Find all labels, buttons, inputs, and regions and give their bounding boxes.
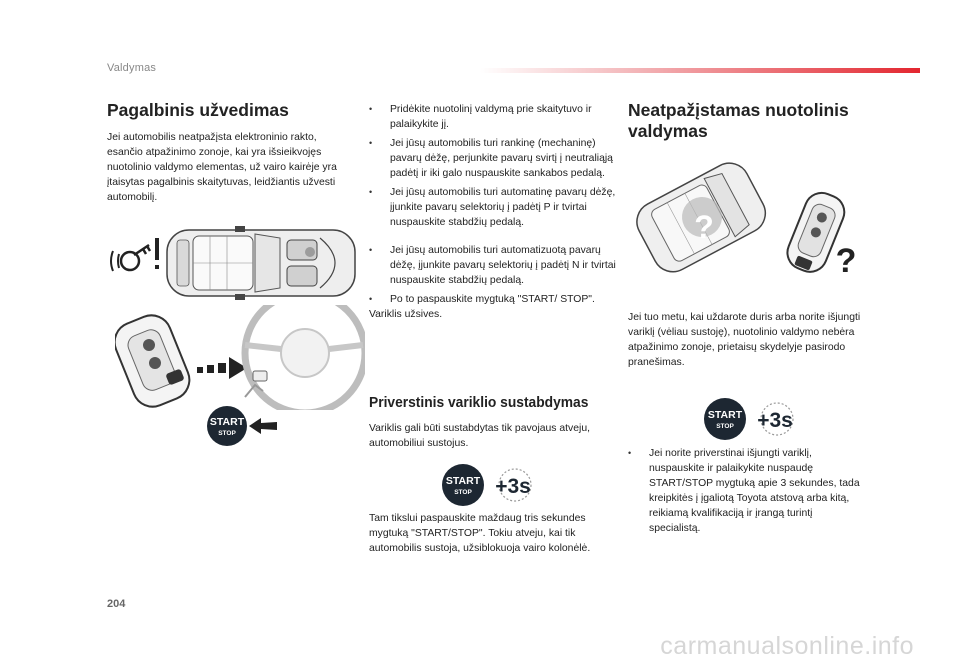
car-top-view (167, 226, 355, 300)
stop-label: STOP (454, 489, 472, 496)
bullet-marker-icon: • (628, 448, 632, 458)
start-label: START (445, 475, 481, 487)
auxiliary-start-paragraph: Jei automobilis neatpažįsta elektroninio rakto, esančio atpažinimo zonoje, kai yra išsieikvojęs nuotolinio valdymo elementas, už vairo kairėje yra įtaisytas pagalbinis skaitytuvas, leidžiantis užvesti automobilį. (107, 132, 337, 203)
forced-stop-paragraph-2-wrap (369, 511, 619, 556)
column-3-bullet (628, 446, 863, 536)
bullet-marker-icon: • (369, 245, 373, 255)
key-fob-icon (115, 309, 195, 410)
start-stop-3s-illustration-2 (702, 396, 802, 442)
bullet-item-2: • Jei jūsų automobilis turi rankinę (mechaninę) pavarų dėžę, perjunkite pavarų svirtį į neutraliąją padėtį ir iki galo nuspauskite sankabos pedalą. (369, 138, 613, 179)
section-label: Valdymas (107, 62, 157, 74)
watermark: carmanualsonline.info (660, 632, 914, 660)
question-mark-icon: ? (835, 242, 857, 280)
column-3 (628, 100, 868, 142)
start-stop-button (207, 406, 247, 446)
forced-stop-paragraph-2: Tam tikslui paspauskite maždaug tris sekundes mygtuką "START/STOP". Tokiu atveju, kai tik automobilis sustoja, užsiblokuoja vairo kolonėlė. (369, 513, 591, 554)
start-stop-button (442, 464, 484, 506)
unrecognized-remote-illustration (634, 152, 864, 292)
bullet-marker-icon: • (369, 187, 373, 197)
stop-label: STOP (218, 430, 236, 437)
stop-label: STOP (716, 423, 734, 430)
key-warning-icon (111, 238, 159, 271)
start-label: START (209, 416, 245, 428)
arrow-left-icon (249, 418, 277, 434)
bullet-item-1: • Pridėkite nuotolinį valdymą prie skaitytuvo ir palaikykite jį. (369, 104, 592, 130)
column-1 (107, 100, 347, 205)
start-stop-reader-illustration (205, 404, 285, 448)
header-accent-bar (480, 68, 920, 73)
unrecognized-remote-text (628, 310, 863, 370)
bullet-marker-icon: • (369, 104, 373, 114)
steering-wheel-icon (245, 305, 365, 410)
plus-3s-icon (495, 469, 531, 501)
bullet-marker-icon: • (369, 138, 373, 148)
start-stop-3s-illustration (440, 462, 540, 508)
subtitle-forced-stop: Priverstinis variklio sustabdymas (369, 394, 589, 411)
key-fob-reader-illustration (115, 305, 365, 410)
forced-stop-paragraph-1: Variklis gali būti sustabdytas tik pavojaus atveju, automobiliui sustojus. (369, 423, 591, 449)
bullet-item-3: • Jei jūsų automobilis turi automatinę pavarų dėžę, įjunkite pavarų selektorių į padėtį P ir tvirtai nuspauskite stabdžių pedalą. (369, 187, 616, 228)
column-2 (369, 102, 619, 322)
start-stop-button (704, 398, 746, 440)
bullet-item-4: • Jei jūsų automobilis turi automatizuotą pavarų dėžę, įjunkite pavarų selektorių į padėtį N ir tvirtai nuspauskite stabdžių pedalą. (369, 245, 616, 286)
plus-3s-icon (757, 403, 793, 435)
question-mark-icon: ? (694, 209, 714, 245)
arrow-to-reader-icon (197, 357, 247, 379)
plus-3s-label: +3s (757, 409, 793, 432)
start-label: START (707, 409, 743, 421)
title-unrecognized-remote: Neatpažįstamas nuotolinis valdymas (628, 100, 849, 141)
engine-starts-text: Variklis užsives. (369, 309, 443, 320)
plus-3s-label: +3s (495, 475, 531, 498)
page-number: 204 (107, 598, 126, 610)
bullet-item-forced-off: • Jei norite priverstinai išjungti variklį, nuspauskite ir palaikykite nuspaudę START/STOP mygtuką apie 3 sekundes, tada kreipkitės į įgaliotą Toyota atstovą arba kitą, reikiamą kvalifikaciją ir įrangą turintį specialistą. (628, 448, 860, 534)
bullet-item-5: • Po to paspauskite mygtuką "START/ STOP". (369, 294, 595, 305)
bullet-marker-icon: • (369, 294, 373, 304)
forced-stop-section (369, 394, 619, 451)
title-auxiliary-start: Pagalbinis užvedimas (107, 100, 289, 120)
unrecognized-remote-paragraph: Jei tuo metu, kai uždarote duris arba norite išjungti variklį (vėliau sustoję), nuotolinio valdymo nebėra atpažinimo zonoje, prietaisų skydelyje pasirodo pranešimas. (628, 312, 861, 368)
car-reader-illustration (105, 218, 360, 303)
